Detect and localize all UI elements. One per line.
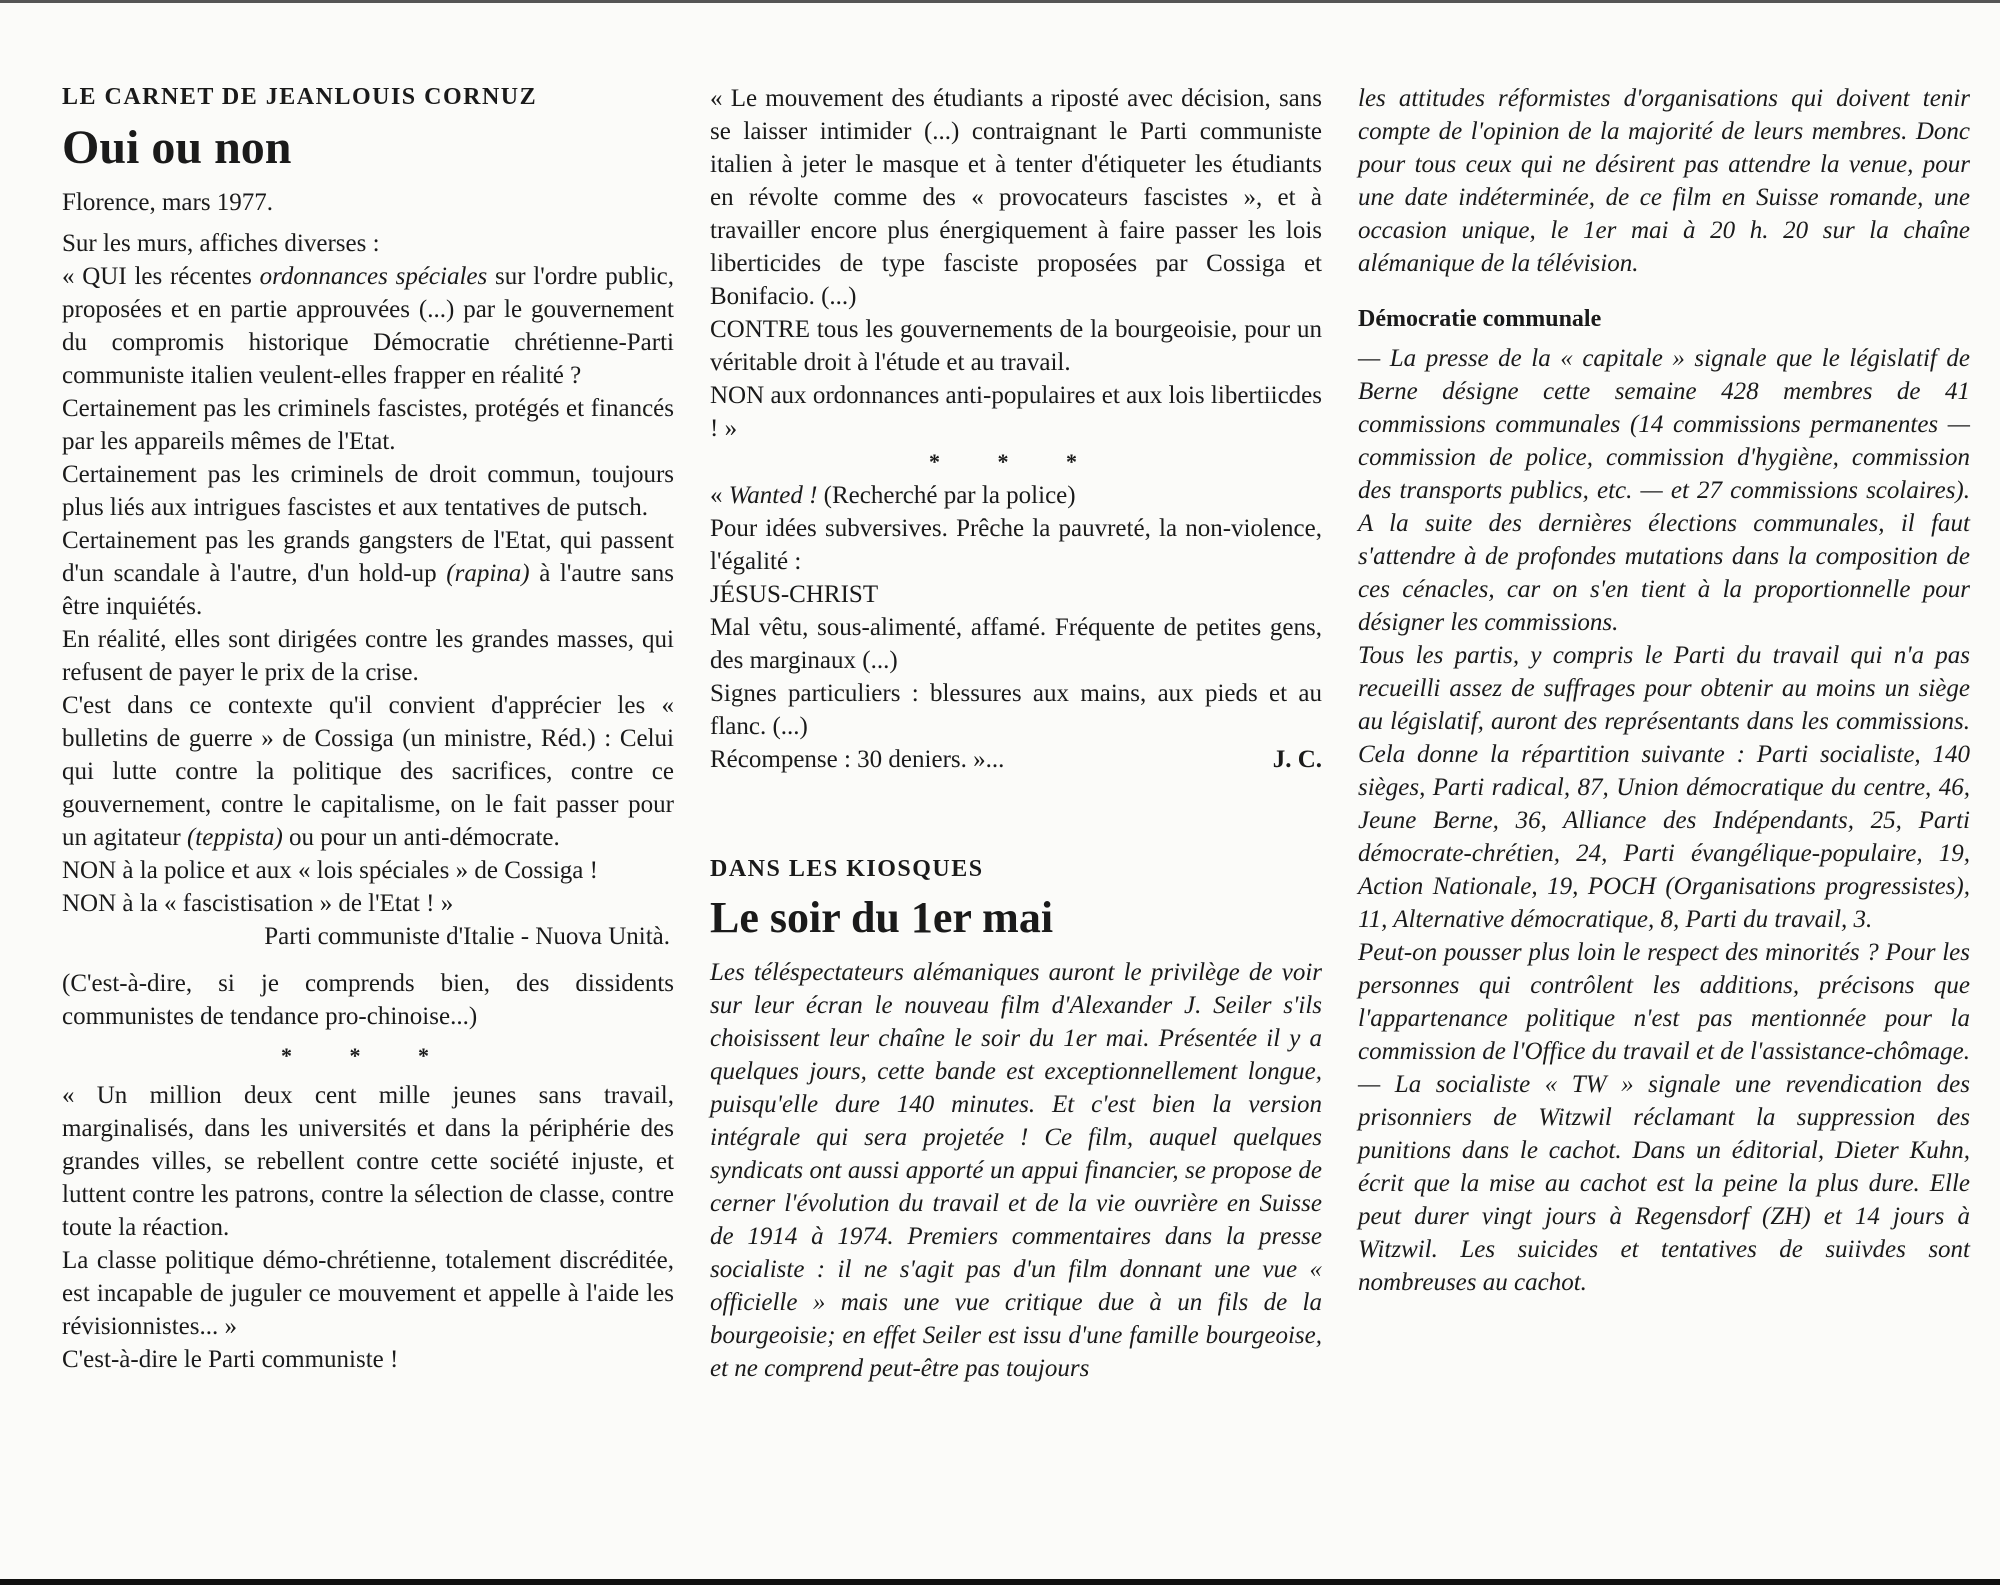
paragraph: Tous les partis, y compris le Parti du travail qui n'a pas recueilli assez de suffrages pour obtenir au moins un siège au législatif, auront des représentants dans les commissions. Cela donne la répartition suivante : Parti socialiste, 140 sièges, Parti radical, 87, Union démocratique du centre, 46, Jeune Berne, 36, Alliance des Indépendants, 25, Parti démocrate-chrétien, 24, Parti évangélique-populaire, 19, Action Nationale, 19, POCH (Organisations progressistes), 11, Alternative démocratique, 8, Parti du travail, 3. — [1358, 642, 1970, 933]
author-initials: J. C. — [1272, 746, 1322, 773]
page-bottom-edge — [0, 1579, 2000, 1585]
dateline: Florence, mars 1977. — [62, 189, 274, 216]
paragraph: NON à la « fascistisation » de l'Etat ! » — [62, 890, 454, 917]
column-1 — [62, 82, 674, 1376]
section-separator: * * * — [281, 1043, 455, 1068]
text-run: « — [710, 482, 729, 509]
paragraph: Peut-on pousser plus loin le respect des minorités ? Pour les personnes qui contrôlent les additions, précisons que l'appartenance politique n'est pas mentionnée pour la commission de l'Office du travail et de l'assistance-chômage. — [1358, 939, 1970, 1065]
spacer — [710, 776, 1322, 854]
paragraph: NON aux ordonnances anti-populaires et aux lois libertiicdes ! » — [710, 382, 1322, 442]
paragraph: C'est-à-dire le Parti communiste ! — [62, 1346, 399, 1373]
italic-text: (rapina) — [446, 560, 530, 587]
paragraph — [62, 524, 674, 623]
reward-text: Récompense : 30 deniers. »... — [710, 746, 1005, 773]
paragraph: Certainement pas les criminels fascistes, protégés et financés par les appareils mêmes de l'Etat. — [62, 395, 674, 455]
text-run: C'est dans ce contexte qu'il convient d'apprécier les « bulletins de guerre » de Cossiga (un ministre, Réd.) : Celui qui lutte contre la politique des sacrifices, contre ce gouvernement, contre le capitalisme, on le fait passer pour un agitateur — [62, 692, 674, 851]
signature: Parti communiste d'Italie - Nuova Unità. — [264, 923, 670, 950]
column-3 — [1358, 82, 1970, 1299]
paragraph: JÉSUS-CHRIST — [710, 581, 879, 608]
italic-text: ordonnances spéciales — [259, 263, 488, 290]
paragraph: « Un million deux cent mille jeunes sans travail, marginalisés, dans les universités et dans la périphérie des grandes villes, se rebellent contre cette société injuste, et luttent contre les patrons, contre la sélection de classe, contre toute la réaction. — [62, 1082, 674, 1241]
paragraph: En réalité, elles sont dirigées contre les grandes masses, qui refusent de payer le prix de la crise. — [62, 626, 674, 686]
paragraph: Sur les murs, affiches diverses : — [62, 230, 380, 257]
paragraph: Mal vêtu, sous-alimenté, affamé. Fréquente de petites gens, des marginaux (...) — [710, 614, 1322, 674]
paragraph: — La socialiste « TW » signale une revendication des prisonniers de Witzwil réclamant la suppression des punitions dans le cachot. Dans un éditorial, Dieter Kuhn, écrit que la mise au cachot est la peine la plus dure. Elle peut durer vingt jours à Regensdorf (ZH) et 14 jours à Witzwil. Les suicides et tentatives de suiivdes sont nombreuses au cachot. — [1358, 1071, 1970, 1296]
text-run: « QUI les récentes — [62, 263, 260, 290]
paragraph: — La presse de la « capitale » signale que le législatif de Berne désigne cette semaine 428 membres de 41 commissions communales (14 commissions permanentes — commission de police, commission d'hygiène, commission des transports publics, etc. — et 27 commissions scolaires). A la suite des dernières élections communales, il faut s'attendre à de profondes mutations dans la composition de ces cénacles, car on s'en tient à la proportionnelle pour désigner les commissions. — [1358, 345, 1970, 636]
column-kicker: DANS LES KIOSQUES — [710, 856, 984, 882]
section-separator: * * * — [929, 449, 1103, 474]
paragraph: « Le mouvement des étudiants a riposté avec décision, sans se laisser intimider (...) contraignant le Parti communiste italien à jeter le masque et à tenter d'étiqueter les étudiants en révolte comme des « provocateurs fascistes », et à travailler encore plus énergiquement à faire passer les lois liberticides de type fasciste proposées par Cossiga et Bonifacio. (...) — [710, 85, 1322, 310]
italic-text: (teppista) — [186, 824, 283, 851]
page-top-edge — [0, 0, 2000, 3]
column-kicker: LE CARNET DE JEANLOUIS CORNUZ — [62, 84, 538, 110]
paragraph: CONTRE tous les gouvernements de la bourgeoisie, pour un véritable droit à l'étude et au travail. — [710, 316, 1322, 376]
paragraph: La classe politique démo-chrétienne, totalement discréditée, est incapable de juguler ce mouvement et appelle à l'aide les révisionnistes... » — [62, 1247, 674, 1340]
paragraph: les attitudes réformistes d'organisations qui doivent tenir compte de l'opinion de la majorité de leurs membres. Donc pour tous ceux qui ne désirent pas attendre la venue, pour une date indéterminée, de ce film en Suisse romande, une occasion unique, le 1er mai à 20 h. 20 sur la chaîne alémanique de la télévision. — [1358, 85, 1970, 277]
paragraph: Signes particuliers : blessures aux mains, aux pieds et au flanc. (...) — [710, 680, 1322, 740]
paragraph: Certainement pas les criminels de droit commun, toujours plus liés aux intrigues fascistes et aux tentatives de putsch. — [62, 461, 674, 521]
paragraph: Les téléspectateurs alémaniques auront le privilège de voir sur leur écran le nouveau film d'Alexander J. Seiler s'ils choisissent leur chaîne le soir du 1er mai. Présentée il y a quelques jours, cette bande est exceptionnellement longue, puisqu'elle dure 140 minutes. Et c'est bien la version intégrale qui sera projetée ! Ce film, auquel quelques syndicats ont aussi apporté un appui financier, se propose de cerner l'évolution du travail et de la vie ouvrière en Suisse de 1914 à 1974. Premiers commentaires dans la presse socialiste : il ne s'agit pas d'un film donnant une vue « officielle » mais une vue critique due à un fils de la bourgeoisie; en effet Seiler est issu d'une famille bourgeoise, et ne comprend peut-être pas toujours — [710, 959, 1322, 1382]
paragraph: Pour idées subversives. Prêche la pauvreté, la non-violence, l'égalité : — [710, 515, 1322, 575]
text-run: à l'autre sans être inquiétés. — [62, 560, 674, 620]
column-2 — [710, 82, 1322, 1385]
italic-text: Wanted ! — [728, 482, 818, 509]
text-run: sur l'ordre public, proposées et en partie approuvées (...) par le gouvernement du compromis historique Démocratie chrétienne-Parti communiste italien veulent-elles frapper en réalité ? — [62, 263, 674, 389]
text-run: Certainement pas les grands gangsters de l'Etat, qui passent d'un scandale à l'autre, d'un hold-up — [62, 527, 674, 587]
paragraph — [710, 479, 1322, 512]
paragraph — [62, 689, 674, 854]
text-run: ou pour un anti-démocrate. — [282, 824, 560, 851]
paragraph — [62, 260, 674, 392]
section-heading: Démocratie communale — [1358, 306, 1602, 332]
paragraph: NON à la police et aux « lois spéciales » de Cossiga ! — [62, 857, 598, 884]
text-run: (Recherché par la police) — [817, 482, 1076, 509]
article-title: Le soir du 1er mai — [710, 893, 1054, 942]
paragraph: (C'est-à-dire, si je comprends bien, des dissidents communistes de tendance pro-chinoise...) — [62, 970, 674, 1030]
signature-line — [710, 743, 1322, 776]
article-title: Oui ou non — [62, 121, 292, 174]
